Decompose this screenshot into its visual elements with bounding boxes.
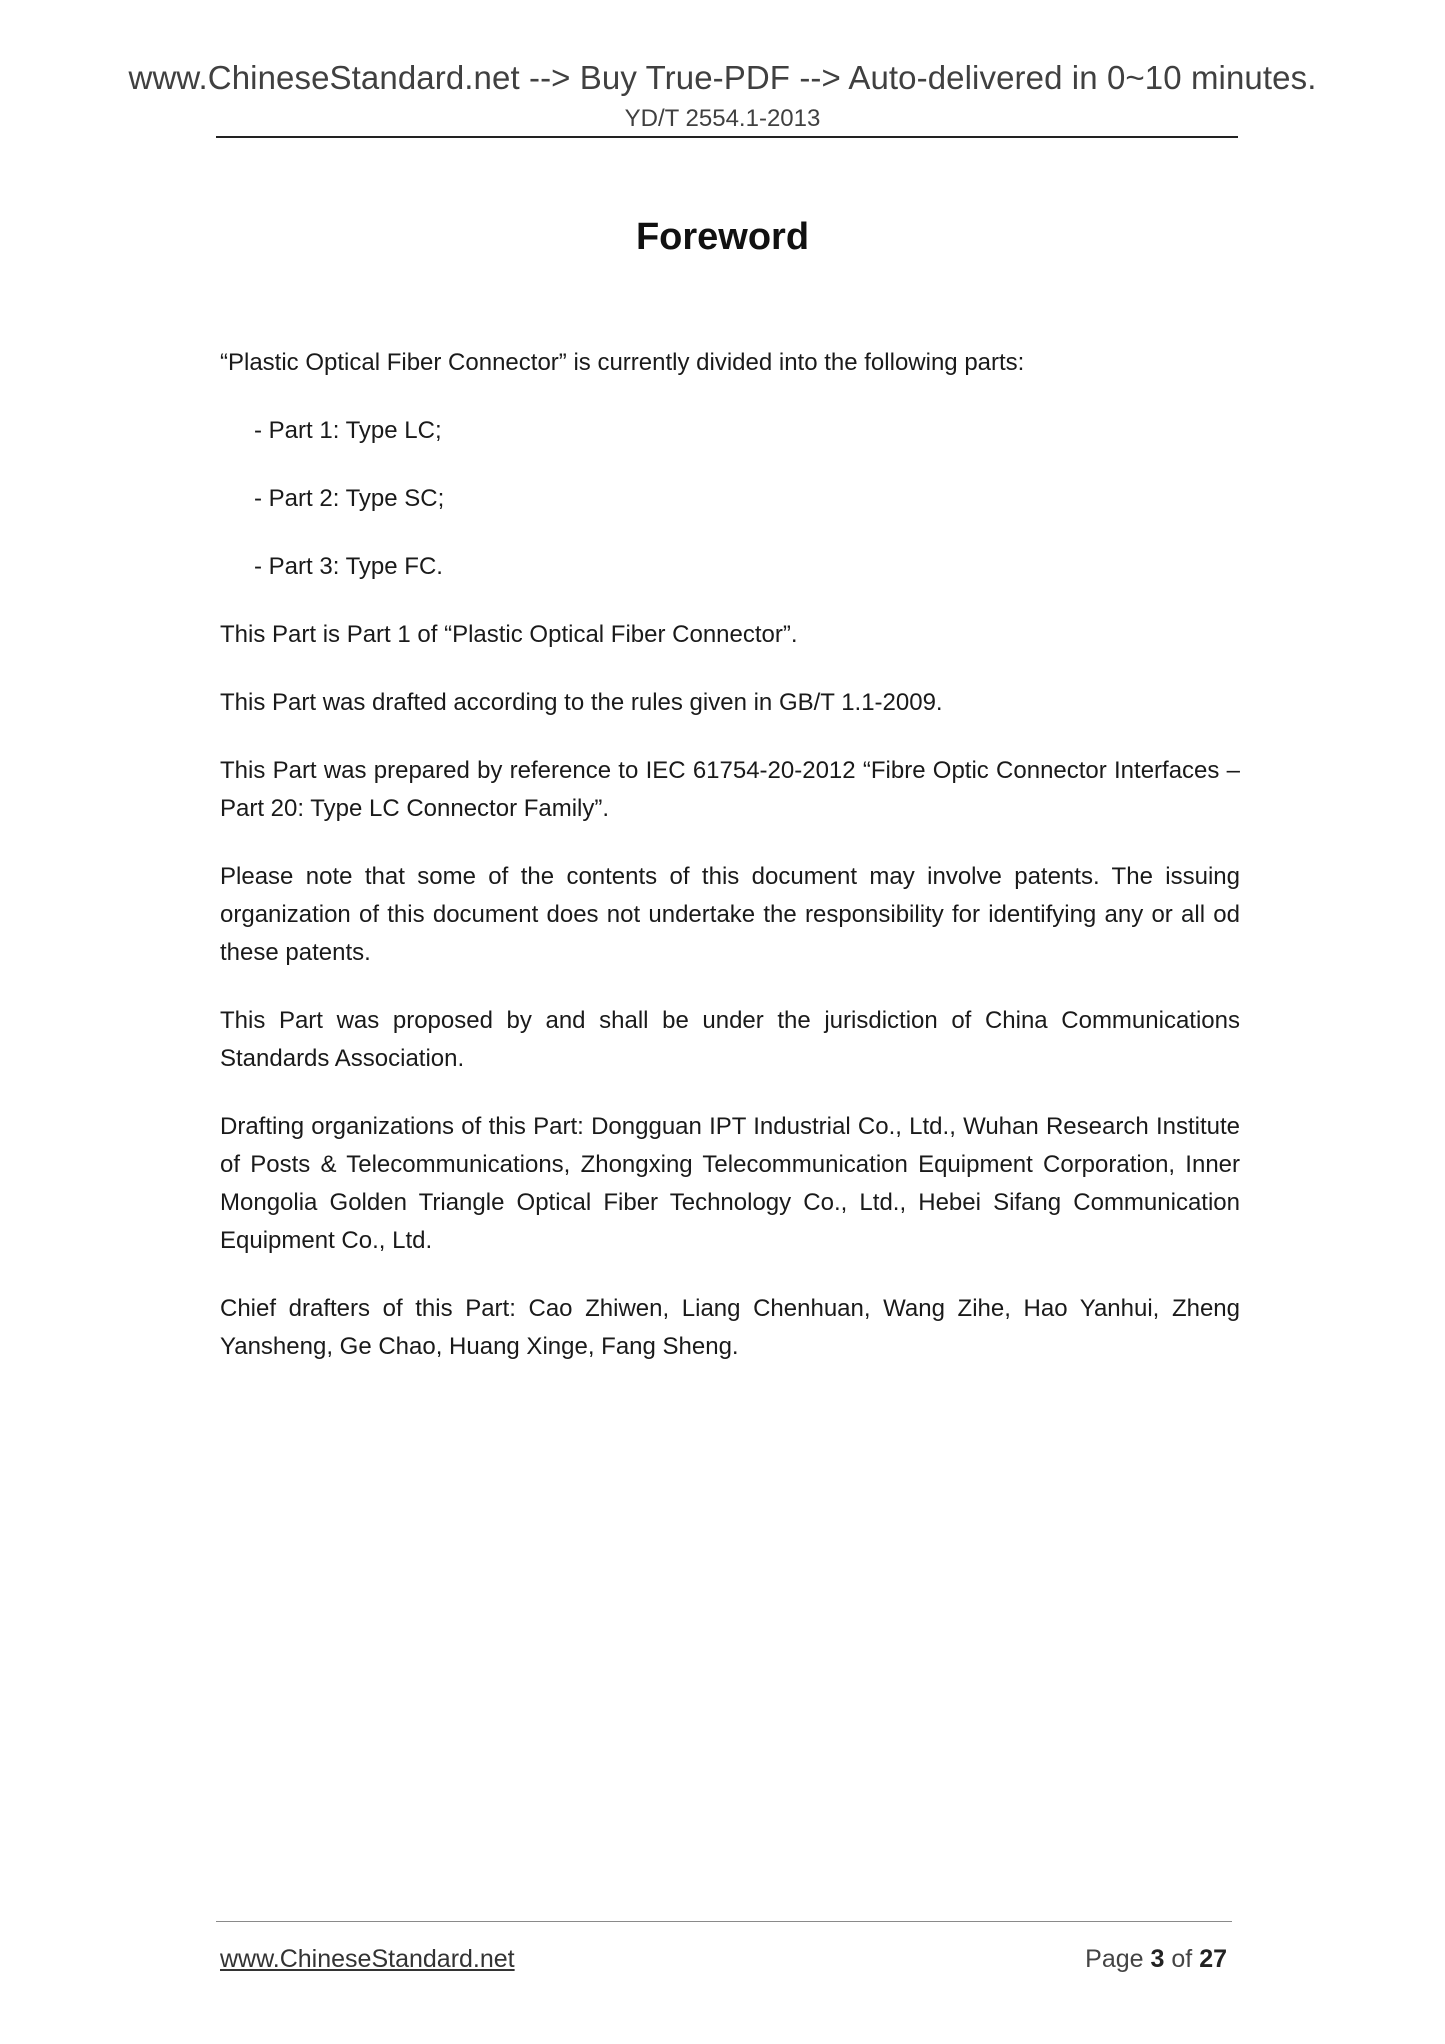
part-list-item-2: - Part 2: Type SC;	[254, 485, 445, 512]
page-indicator	[1085, 1944, 1227, 1974]
paragraph-jurisdiction: This Part was proposed by and shall be under the jurisdiction of China Communications Standards Association.	[220, 1007, 1240, 1072]
header-divider	[216, 136, 1238, 138]
paragraph-patent-notice: Please note that some of the contents of this document may involve patents. The issuing organization of this document does not undertake the responsibility for identifying any or all od these patents.	[220, 863, 1240, 966]
paragraph-reference: This Part was prepared by reference to IEC 61754-20-2012 “Fibre Optic Connector Interfaces – Part 20: Type LC Connector Family”.	[220, 757, 1240, 822]
footer-divider	[216, 1921, 1232, 1922]
paragraph-part-identity: This Part is Part 1 of “Plastic Optical Fiber Connector”.	[220, 621, 798, 648]
paragraph-drafting-organizations: Drafting organizations of this Part: Dongguan IPT Industrial Co., Ltd., Wuhan Research Institute of Posts & Telecommunications, Zhongxing Telecommunication Equipment Corporation, Inner Mongolia Golden Triangle Optical Fiber Technology Co., Ltd., Hebei Sifang Communication Equipment Co., Ltd.	[220, 1113, 1240, 1254]
paragraph-chief-drafters: Chief drafters of this Part: Cao Zhiwen, Liang Chenhuan, Wang Zihe, Hao Yanhui, Zheng Yansheng, Ge Chao, Huang Xinge, Fang Sheng.	[220, 1295, 1240, 1360]
page-total: 27	[1199, 1945, 1227, 1973]
page-title: Foreword	[635, 216, 810, 258]
page-label: Page	[1085, 1945, 1144, 1973]
part-list-item-1: - Part 1: Type LC;	[254, 417, 442, 444]
page-current: 3	[1150, 1945, 1165, 1973]
footer-site-link[interactable]: www.ChineseStandard.net	[220, 1945, 515, 1973]
part-list-item-3: - Part 3: Type FC.	[254, 553, 443, 580]
site-banner: www.ChineseStandard.net --> Buy True-PDF --> Auto-delivered in 0~10 minutes.	[128, 59, 1317, 96]
intro-paragraph: “Plastic Optical Fiber Connector” is currently divided into the following parts:	[220, 349, 1025, 376]
paragraph-drafting-rules: This Part was drafted according to the rules given in GB/T 1.1-2009.	[220, 689, 943, 716]
page-of-label: of	[1171, 1945, 1193, 1973]
standard-code: YD/T 2554.1-2013	[624, 105, 821, 132]
document-body	[220, 344, 1240, 1396]
